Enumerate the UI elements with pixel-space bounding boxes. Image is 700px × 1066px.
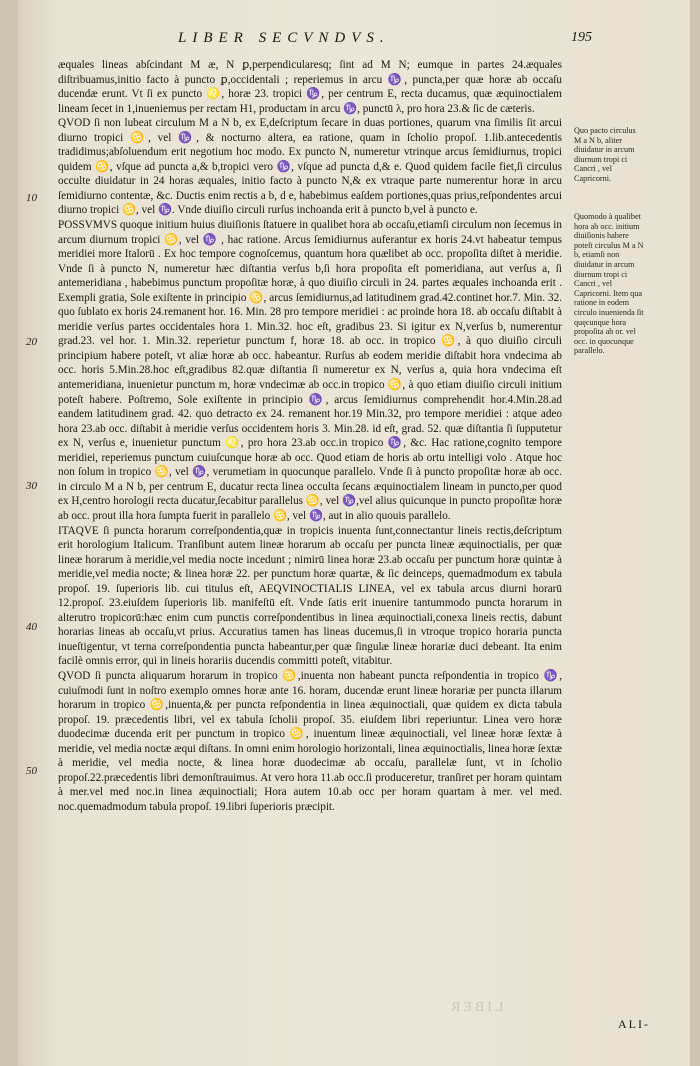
show-through-text: LIBER xyxy=(448,1000,504,1015)
paragraph: QVOD ſi puncta aliquarum horarum in tropico ♋,inuenta non habeant puncta reſpondentia in tropico ♑, cuiuſmodi ſunt in noſtro exemplo omnes horæ ante 16. horam, ducendæ erunt lineæ horariæ per puncta illarum horarum in tropico ♋,inuenta,& per puncta reſpondentia in linea æquinoctiali, quæ quidem ex dicta tabula propoſ. 19. præcedentis libri, vel ex tabula ſcholii propoſ. 35. eiuſdem libri reperiuntur. Linea vero horæ duodecimæ ducenda erit per punctum in tropico ♋, inuentum lineæ æquinoctiali, vel lineæ horæ ſextæ à meridie, vel media noctæ æqui diſtans. In omni enim horologio horizontali, linea æquinoctialis, linea horæ ſextæ à meridie, vel media nocte, & linea horæ duodecimæ ab occaſu, parallelæ ſunt, vt in ſcholio propoſ.22.præcedentis libri demonſtrauimus. At vero hora 11.ab occ.ſi produceretur, tranſiret per horam quintam à mer.vel med noc.in linea æquinoctiali; Hora autem 10.ab occ per horam quartam à mer. vel med. noc.quemadmodum tabula propoſ. 19.libri ſuperioris præcipit. xyxy=(58,669,562,813)
marginal-note: Quomodo à qualibet hora ab occ. initium diuiſionis habere poteſt circulus M a N b, etiamſi non diuidatur in arcum diurnum tropi ci Cancri , vel Capricorni. Item qua ratione in eodem circulo inuenienda ſit quęcunque hora propoſita ab or. vel occ. in quocunque parallelo. xyxy=(574,212,644,356)
book-page xyxy=(18,0,690,1066)
main-text xyxy=(58,58,562,1018)
paragraph: ITAQVE ſi puncta horarum correſpondentia,quæ in tropicis inuenta ſunt,connectantur lineis rectis,deſcriptum erit horologium Italicum. Tranſibunt autem lineæ horarum ab occaſu per puncta lineæ æquinoctialis, per quæ lineæ horarum à meridie,vel media nocte incedunt ; nimirū linea horæ 23.ab occaſu per punctum horæ quintæ à meridie,vel media nocte; & linea horæ 22. per punctum horæ quartæ, & ſic deinceps, quemadmodum ex tabula propoſ. 19. ſuperioris lib. cui titulus eſt, AEQVINOCTIALIS LINEA, vel ex tabula arcus diurni horarū 12.propoſ. 23.eiuſdem ſuperioris lib. manifeſtū eſt. Vnde ſatis erit inuenire tantummodo puncta horarum in alterutro tropicorū:hæc enim cum punctis correſpondentibus in linea æquinoctiali,conexa lineis rectis, dabunt horarias lineas ab occaſu,vt prius. Accuratius tamen has lineas ducemus,ſi in vtroque tropico horaria puncta inueſtigentur, vt terna correſpondentia puncta habeantur,per quæ ſingulæ lineæ horariæ duci debeant. Ita enim facilè omnis error, qui in lineis horariis ducendis committi poteſt, vitabitur. xyxy=(58,524,562,668)
line-number-20: 20 xyxy=(26,336,37,348)
line-number-30: 30 xyxy=(26,480,37,492)
page-number: 195 xyxy=(571,30,592,45)
page-header xyxy=(58,30,592,52)
paragraph: QVOD ſi non lubeat circulum M a N b, ex E,deſcriptum ſecare in duas portiones, quarum vna ſimilis ſit arcui diurno tropici ♋, vel ♑, & nocturno altera, ea ratione, quam in ſcholio propoſ. 1.lib.antecedentis tradidimus;abſoluendum erit negotium hoc modo. Ex puncto N, numeretur vtrinque arcus ſemidiurnus, tropici quidem ♋, vſque ad puncta a,& b,tropici vero ♑, vſque ad puncta d,& e. Quod quidem facile fiet,ſi circulus occulte diuidatur in 24 horas æquales, initio facto à puncto N,& ex vtraque parte numerentur horæ in arcu ſemidiurno contentæ, &c. Ductis enim rectis a b, d e, habebimus eaſdem portiones,quas prius,reſpondentes arcui diurno tropici ♋, vel ♑. Vnde diuiſio circuli rurſus inchoanda erit à puncto b,vel à puncto e. xyxy=(58,117,562,217)
line-number-40: 40 xyxy=(26,621,37,633)
catchword: ALI- xyxy=(618,1017,650,1031)
line-number-10: 10 xyxy=(26,192,37,204)
paragraph: POSSVMVS quoque initium huius diuiſionis ſtatuere in qualibet hora ab occaſu,etiamſi circulum non ſecemus in arcum diurnum tropici ♋, vel ♑ , hac ratione. Arcus ſemidiurnus auferantur ex horis 24.vt habeatur tempus meridiei more Italorū . Ex hoc tempore cognoſcemus, quantum hora quælibet ab occ. propoſita diſtet à meridie. Vnde ſi à puncto N, numeretur hæc diſtantia verſus b,ſi hora propoſita eſt pomeridiana, aut verſus a, ſi antemeridiana , habebimus punctum propoſitæ horæ, à quo diuiſio circuli in 24. partes æquales inchoanda erit . Exempli gratia, Sole exiſtente in principio ♋, arcus ſemidiurnus,ad latitudinem grad.42.continet hor.7. Min. 32. quo ſublato ex horis 24.remanent hor. 16. Min. 28 pro tempore meridiei : ac proinde hora 18. ab occaſu diſtabit à meridie verſus partes occidentales hora 1. Min.32. hoc eſt, gradibus 23. Si igitur ex N,verſus b, numerentur grad.23. vel hor. 1. Min.32. reperietur punctum f, horæ 18. ab occ. in tropico ♋, à quo diuiſio circuli principium habere poteſt, vt aliæ horæ ab occ. habeantur. Rurſus ab eodem meridie diſtabit hora vndecima ab occ. horis 5.Min.28.hoc eſt,gradibus 82.quæ diſtantia ſi numeretur ex N, verſus a, quia hora vndecima eſt antemeridiana, inuenietur punctum m, horæ vndecimæ ab occ.in tropico ♋, à quo etiam diuiſio circuli initium poteſt habere. Poſtremo, Sole exiſtente in principio ♑, arcus ſemidiurnus comprehendit hor.4.Min.28.ad eandem latitudinem grad. 42. quo detracto ex 24. remanent hor.19 Min.32, pro tempore meridiei : atque adeo hora 23.ab occ. diſtabit à meridie verſus occidentem horis 3. Min.28. id eſt, grad. 52. quæ diſtantia ſi ſupputetur ex N, verſus e, inuenietur punctum ♌, pro hora 23.ab occ.in tropico ♑, &c. Hac ratione,cognito tempore meridiei, reperiemus punctum cuiuſcunque horæ ab occ. Quod etiam de horis ab ortu intelligi volo . Atque hoc non ſolum in tropico ♋, vel ♑, verumetiam in quocunque parallelo. Vnde ſi à puncto propoſitæ horæ ab occ. in circulo M a N b, per centrum E, ducatur recta linea occulta ſecans æquinoctialem lineam in puncto,per quod ex H,centro horologii recta ducatur,ſecabitur parallelus ♋, vel ♑,vel alius quicunque in puncto propoſitæ horæ ab occ. prout illa hora ſumpta fuerit in parallelo ♋, vel ♑, aut in alio quouis parallelo. xyxy=(58,219,562,522)
paragraph: æquales lineas abſcindant M æ, N ꝑ,perpendicularesq; ſint ad M N; eumque in partes 24.æquales diſtribuamus,initio facto à puncto ꝑ,occidentali ; reperiemus in arcu ♑, puncta,per quæ horæ ab occaſu ducendæ erunt. Vt ſi ex puncto ♌, horæ 23. tropici ♑, per centrum E, recta ducamus, quæ æquinoctialem lineam ſecet in 1,inueniemus per rectam H1, productam in arcu ♑, punctū λ, pro hora 23.& ſic de cæteris. xyxy=(58,59,562,115)
marginal-note: Quo pacto circulus M a N b, aliter diuidatur in arcum diurnum tropi ci Cancri , vel Capricorni. xyxy=(574,126,636,183)
line-number-50: 50 xyxy=(26,765,37,777)
running-title: LIBER SECVNDVS. xyxy=(178,30,390,46)
